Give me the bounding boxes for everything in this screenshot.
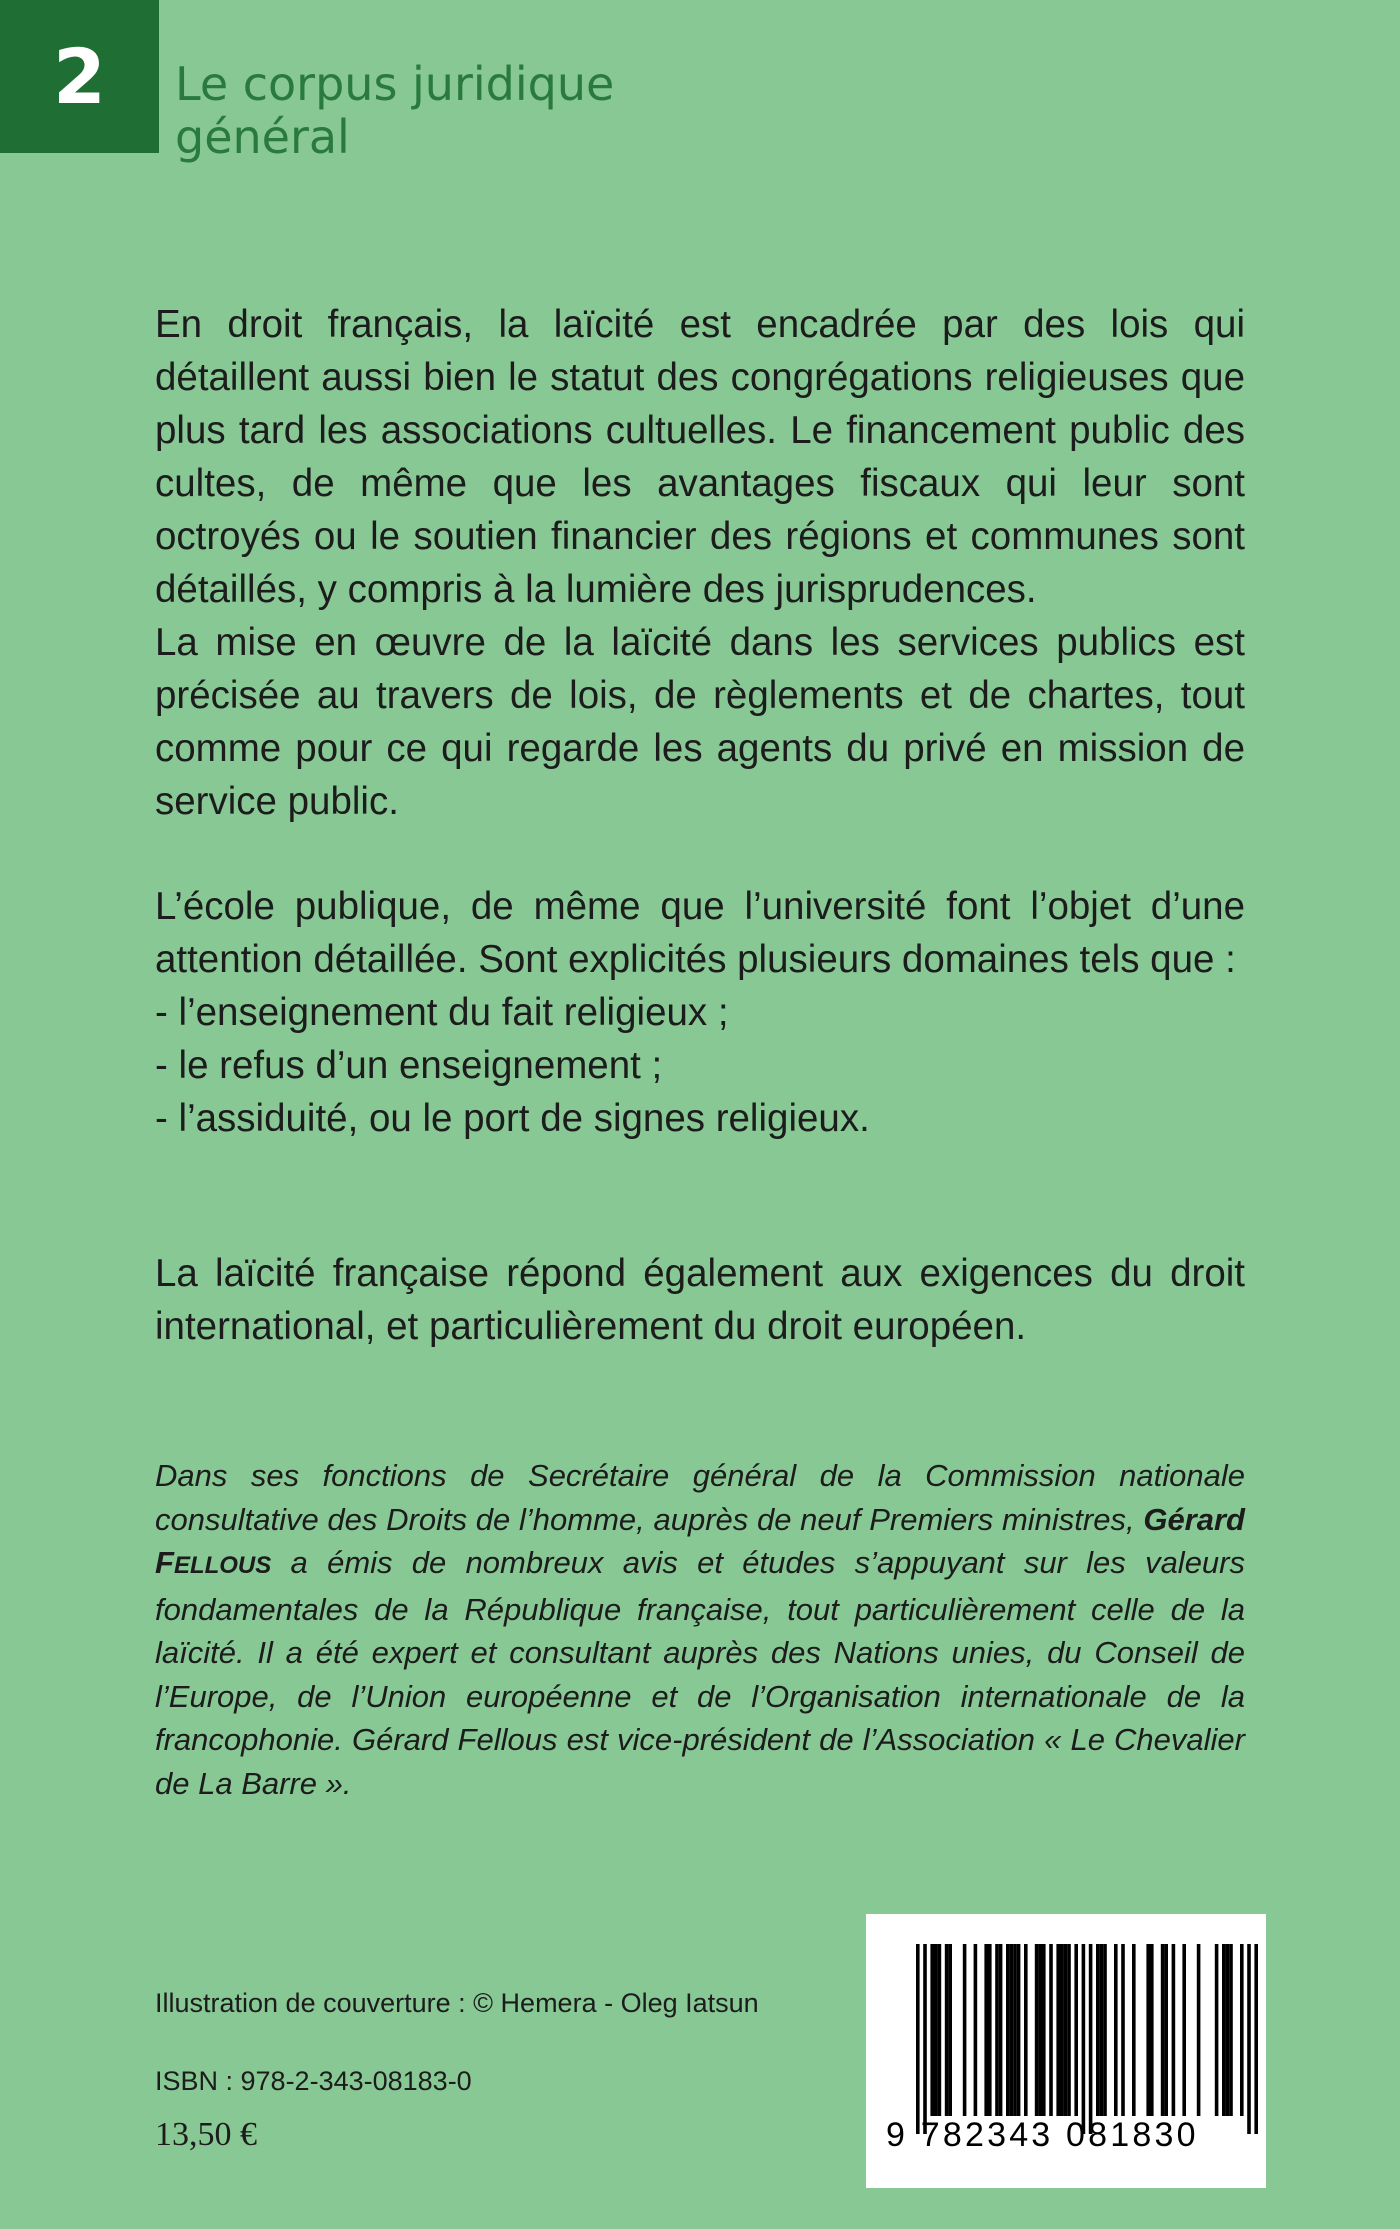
barcode-bar [1114, 1944, 1118, 2116]
barcode-bar [1146, 1944, 1150, 2116]
barcode-bar [1056, 1944, 1060, 2116]
international-paragraph-block [155, 1247, 1245, 1353]
author-bio [155, 1454, 1245, 1805]
barcode-bar [1089, 1944, 1093, 2134]
barcode-bar [1042, 1944, 1046, 2116]
barcode-bar [1082, 1944, 1086, 2134]
barcode-bar [1161, 1944, 1165, 2116]
barcode-bar [1038, 1944, 1042, 2116]
isbn: ISBN : 978-2-343-08183-0 [155, 2066, 472, 2096]
barcode-bar [999, 1944, 1003, 2116]
barcode-bar [1150, 1944, 1154, 2116]
barcode-bar [1006, 1944, 1010, 2116]
barcode-bar [948, 1944, 952, 2116]
barcode-bar [1024, 1944, 1028, 2116]
barcode [866, 1914, 1266, 2188]
barcode-bar [988, 1944, 992, 2116]
barcode-digits: 9 782343 081830 [886, 2116, 1199, 2154]
barcode-bar [984, 1944, 988, 2116]
list-item: - le refus d’un enseignement ; [155, 1044, 663, 1087]
title-line-1: Le corpus juridique [175, 57, 615, 111]
barcode-bar [938, 1944, 942, 2116]
intro-paragraph-block [155, 298, 1245, 828]
barcode-bar [1215, 1944, 1219, 2116]
chapter-number: 2 [53, 32, 106, 121]
series-title [175, 58, 614, 164]
barcode-bar [1035, 1944, 1039, 2116]
barcode-bar [1226, 1944, 1230, 2116]
barcode-bar [1064, 1944, 1068, 2116]
list-item: - l’assiduité, ou le port de signes religieux. [155, 1097, 870, 1140]
barcode-bar [1182, 1944, 1186, 2116]
barcode-bar [1103, 1944, 1107, 2116]
barcode-bar [1240, 1944, 1244, 2116]
public-services-paragraph: La mise en œuvre de la laïcité dans les services publics est précisée au travers de lois, de règlements et de chartes, tout comme pour ce qui regarde les agents du privé en mission de service public. [155, 621, 1245, 823]
international-paragraph: La laïcité française répond également aux exigences du droit international, et particulièrement du droit européen. [155, 1252, 1245, 1348]
barcode-bar [916, 1944, 920, 2134]
barcode-bar [1132, 1944, 1136, 2116]
barcode-bar [930, 1944, 934, 2116]
barcode-bar [995, 1944, 999, 2116]
barcode-bar [1229, 1944, 1233, 2116]
barcode-bar [1164, 1944, 1168, 2116]
barcode-bar [1121, 1944, 1125, 2116]
bio-body: a émis de nombreux avis et études s’appuyant sur les valeurs fondamentales de la République française, tout particulièrement celle de la laïcité. Il a été expert et consultant auprès des Nations unies, du Conseil de l’Europe, de l’Union européenne et de l’Organisation internationale de la francophonie. Gérard Fellous est vice-président de l’Association « Le Chevalier de La Barre ». [155, 1545, 1245, 1801]
barcode-bar [1060, 1944, 1064, 2116]
barcode-bar [1074, 1944, 1078, 2116]
school-paragraph-block [155, 880, 1245, 1145]
barcode-bar [1010, 1944, 1014, 2116]
title-line-2: général [175, 110, 350, 164]
barcode-bar [963, 1944, 967, 2116]
barcode-bar [1254, 1944, 1258, 2134]
author-name-smallcaps: ELLOUS [173, 1552, 272, 1579]
barcode-bar [1172, 1944, 1176, 2116]
barcode-bar [1222, 1944, 1226, 2116]
bio-intro: Dans ses fonctions de Secrétaire général de la Commission nationale consultative des Droits de l’homme, auprès de neuf Premiers ministres, [155, 1458, 1245, 1537]
barcode-bar [945, 1944, 949, 2116]
barcode-bar [934, 1944, 938, 2116]
barcode-bar [974, 1944, 978, 2116]
author-name-first: Gérard F [155, 1501, 1245, 1580]
barcode-bar [1013, 1944, 1017, 2116]
cover-credit: Illustration de couverture : © Hemera - Oleg Iatsun [155, 1988, 759, 2018]
barcode-bar [1247, 1944, 1251, 2134]
barcode-bar [1017, 1944, 1021, 2116]
school-paragraph: L’école publique, de même que l’université font l’objet d’une attention détaillée. Sont explicités plusieurs domaines tels que : [155, 885, 1245, 981]
price: 13,50 € [155, 2116, 257, 2153]
list-item: - l’enseignement du fait religieux ; [155, 991, 729, 1034]
barcode-bar [1049, 1944, 1053, 2116]
chapter-number-badge [0, 0, 159, 153]
barcode-bar [1197, 1944, 1201, 2116]
barcode-bar [1067, 1944, 1071, 2116]
barcode-bar [923, 1944, 927, 2134]
barcode-bar [1096, 1944, 1100, 2116]
intro-paragraph: En droit français, la laïcité est encadrée par des lois qui détaillent aussi bien le statut des congrégations religieuses que plus tard les associations cultuelles. Le financement public des cultes, de même que les avantages fiscaux qui leur sont octroyés ou le soutien financier des régions et communes sont détaillés, y compris à la lumière des jurisprudences. [155, 303, 1245, 611]
barcode-bar [1100, 1944, 1104, 2116]
